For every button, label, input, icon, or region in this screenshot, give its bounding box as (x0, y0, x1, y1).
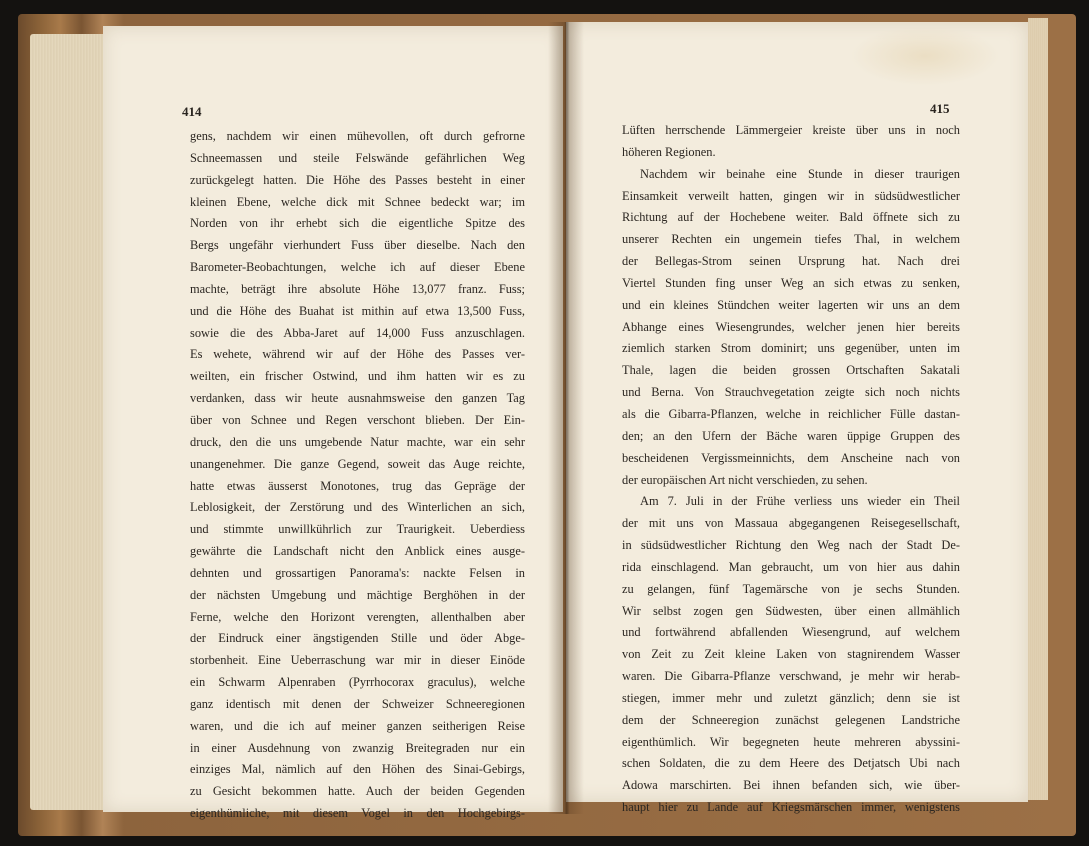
text-line: von Zeit zu Zeit kleine Laken von stagnirendem Wasser (622, 647, 960, 662)
text-line: in südsüdwestlicher Richtung den Weg nach der Stadt De- (622, 538, 960, 553)
text-line: Schneemassen und steile Felswände gefährlichen Weg (190, 150, 525, 165)
text-line: höheren Regionen. (622, 144, 716, 159)
text-line: Einsamkeit verweilt hatten, gingen wir in südsüdwestlicher (622, 188, 960, 203)
text-line: Adowa marschirten. Bei ihnen befanden sich, wie über- (622, 778, 960, 793)
left-page-text (190, 126, 525, 825)
text-line: waren. Die Gibarra-Pflanze verschwand, je mehr wir herab- (622, 669, 960, 684)
text-line: Thale, lagen die beiden grossen Ortschaften Sakatali (622, 363, 960, 378)
text-line: Bergs ungefähr vierhundert Fuss über dieselbe. Nach den (190, 238, 525, 253)
text-line: zu Gesicht bekommen hatte. Auch der beiden Gegenden (190, 784, 525, 799)
text-line: den; an den Ufern der Bäche waren üppige Gruppen des (622, 428, 960, 443)
text-line: eigenthümlich. Wir begegneten heute mehreren abyssini- (622, 734, 960, 749)
text-line: verdanken, dass wir heute ausnahmsweise den ganzen Tag (190, 391, 525, 406)
text-line: Lüften herrschende Lämmergeier kreiste über uns in noch (622, 123, 960, 137)
text-line: Es wehete, während wir auf der Höhe des Passes ver- (190, 347, 525, 362)
text-line: und stimmte unwillkührlich zur Traurigkeit. Ueberdiess (190, 522, 525, 537)
text-line: storbenheit. Eine Ueberraschung war mir in dieser Einöde (190, 653, 525, 668)
text-line: Abhange eines Wiesengrundes, welcher jenen hier bereits (622, 319, 960, 334)
text-line: Barometer-Beobachtungen, welche ich auf dieser Ebene (190, 260, 525, 275)
text-line: dehnten und grossartigen Panorama's: nackte Felsen in (190, 565, 525, 580)
text-line: bescheidenen Vergissmeinnichts, dem Anscheine nach von (622, 450, 960, 465)
text-line: und die Höhe des Buahat ist mithin auf etwa 13,500 Fuss, (190, 303, 525, 318)
text-line: schen Soldaten, die zu dem Heere des Detjatsch Ubi nach (622, 756, 960, 771)
right-page-number: 415 (930, 101, 950, 116)
text-line: Norden von ihr erhebt sich die eigentliche Spitze des (190, 216, 525, 231)
text-line: in einer Ausdehnung von zwanzig Breitegraden nur ein (190, 740, 525, 755)
text-line: der Eindruck einer ängstigenden Stille und öder Abge- (190, 631, 525, 646)
text-line: Leblosigkeit, der Zerstörung und des Winterlichen an sich, (190, 500, 525, 515)
text-line: einziges Mal, nämlich auf den Höhen des Sinai-Gebirgs, (190, 762, 525, 777)
text-line: hatte etwas äusserst Monotones, trug das Gepräge der (190, 478, 525, 493)
text-line: ziemlich starken Strom dominirt; uns gegenüber, unten im (622, 341, 960, 356)
page-edges-left (30, 34, 108, 810)
text-line: unangenehmer. Die ganze Gegend, soweit das Auge reichte, (190, 456, 525, 471)
text-line: weilten, ein frischer Ostwind, und ihm hatten wir es zu (190, 369, 525, 384)
text-line: Richtung auf der Hochebene weiter. Bald öffnete sich zu (622, 210, 960, 225)
right-page-text (622, 120, 960, 819)
text-line: Nachdem wir beinahe eine Stunde in dieser traurigen (640, 166, 960, 181)
text-line: dem der Schneeregion zunächst gelegenen Landstriche (622, 712, 960, 727)
text-line: Ferne, welche den Horizont verengten, allenthalben aber (190, 609, 525, 624)
text-line: sowie die des Abba-Jaret auf 14,000 Fuss anzuschlagen. (190, 325, 525, 340)
text-line: Viertel Stunden fing unser Weg an sich etwas zu senken, (622, 275, 960, 290)
text-line: als die Gibarra-Pflanzen, welche in reichlicher Fülle dastan- (622, 406, 960, 421)
text-line: ganz identisch mit denen der Schweizer Schneeregionen (190, 696, 525, 711)
page-edges-right (1028, 18, 1048, 800)
text-line: waren, und die ich auf meiner ganzen seitherigen Reise (190, 718, 525, 733)
text-line: machte, beträgt ihre absolute Höhe 13,077 franz. Fuss; (190, 281, 525, 296)
text-line: ein Schwarm Alpenraben (Pyrrhocorax graculus), welche (190, 675, 525, 690)
paper-stain (850, 26, 1000, 86)
text-line: haupt hier zu Lande auf Kriegsmärschen immer, wenigstens (622, 800, 960, 815)
text-line: unserer Rechten ein ungemein tiefes Thal, in welchem (622, 232, 960, 247)
text-line: gens, nachdem wir einen mühevollen, oft durch gefrorne (190, 129, 525, 143)
text-line: Wir selbst zogen gen Südwesten, über einen allmählich (622, 603, 960, 618)
text-line: druck, den die uns umgebende Natur machte, war ein sehr (190, 434, 525, 449)
text-line: der nächsten Umgebung und mächtige Berghöhen in der (190, 587, 525, 602)
text-line: und fortwährend abfallenden Wiesengrund, auf welchem (622, 625, 960, 640)
text-line: rida einschlagend. Man gebraucht, um von hier aus dahin (622, 559, 960, 574)
text-line: über von Schnee und Regen verschont blieben. Der Ein- (190, 412, 525, 427)
text-line: Am 7. Juli in der Frühe verliess uns wieder ein Theil (640, 494, 960, 509)
text-line: kleinen Ebene, welche dick mit Schnee bedeckt war; im (190, 194, 525, 209)
text-line: eigenthümliche, mit diesem Vogel in den Hochgebirgs- (190, 806, 525, 821)
text-line: stiegen, immer mehr und zuletzt gänzlich; denn sie ist (622, 690, 960, 705)
text-line: zu gelangen, fünf Tagemärsche von je sechs Stunden. (622, 581, 960, 596)
text-line: zurückgelegt hatten. Die Höhe des Passes besteht in einer (190, 172, 525, 187)
text-line: der mit uns von Massaua abgegangenen Reisegesellschaft, (622, 516, 960, 531)
text-line: und Berna. Von Strauchvegetation zeigte sich noch nichts (622, 385, 960, 400)
text-line: und ein kleines Stündchen weiter lagerten wir uns an dem (622, 297, 960, 312)
text-line: der Bellegas-Strom seinen Ursprung hat. Nach drei (622, 254, 960, 269)
book-gutter (548, 22, 584, 814)
text-line: der europäischen Art nicht verschieden, zu sehen. (622, 472, 868, 487)
text-line: gewährte die Landschaft nicht den Anblick eines ausge- (190, 544, 525, 559)
left-page-number: 414 (182, 104, 202, 119)
